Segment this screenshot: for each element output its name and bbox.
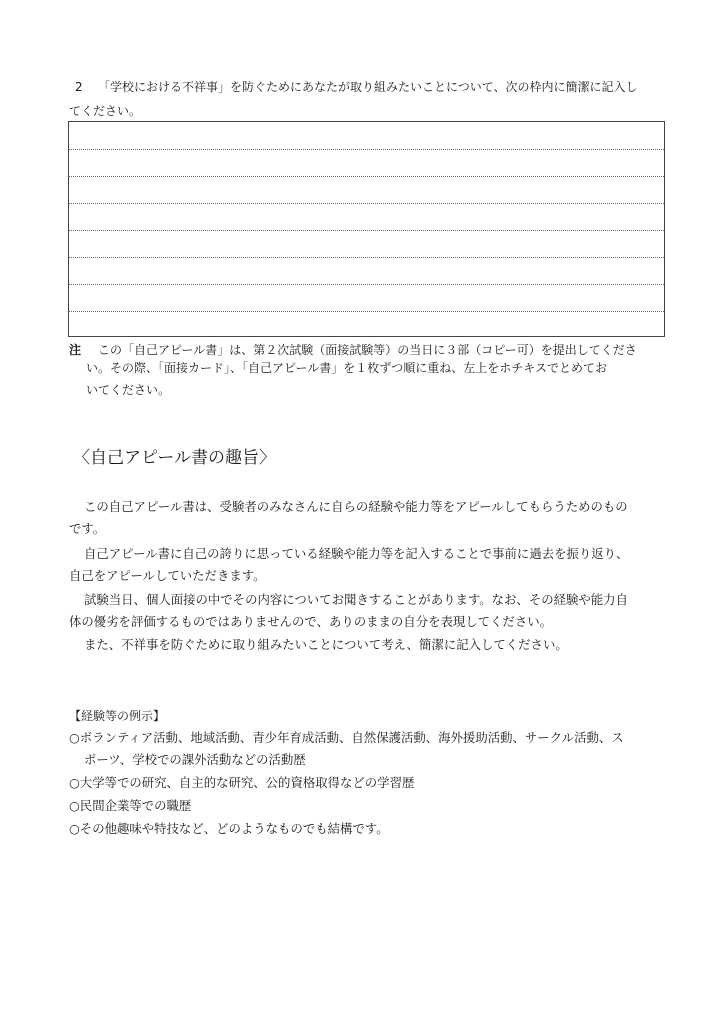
ruled-line [69, 257, 664, 258]
question-text-line1: 「学校における不祥事」を防ぐためにあなたが取り組みたいことについて、次の枠内に簡潔に記入し [98, 80, 638, 94]
ruled-line [69, 284, 664, 285]
ruled-line [69, 203, 664, 204]
note-line2: い。その際、「面接カード」、「自己アピール書」を１枚ずつ順に重ね、左上をホチキスでとめてお [86, 361, 608, 375]
paragraph-line: です。 [69, 521, 106, 536]
note-mark: 注 [69, 343, 82, 357]
ruled-line [69, 311, 664, 312]
ruled-line [69, 149, 664, 150]
list-item: ○民間企業等での職歴 [69, 798, 192, 813]
note-line1: この「自己アピール書」は、第２次試験（面接試験等）の当日に３部（コピー可）を提出してくださ [98, 343, 637, 357]
list-item: ○その他趣味や特技など、どのようなものでも結構です。 [69, 821, 389, 836]
note-line3: いてください。 [86, 383, 171, 397]
question-number: 2 [75, 80, 83, 94]
paragraph-line: 自己をアピールしていただきます。 [69, 568, 266, 583]
paragraph-line: 自己アピール書に自己の誇りに思っている経験や能力等を記入することで事前に過去を振り返り、 [84, 546, 629, 561]
paragraph-line: この自己アピール書は、受験者のみなさんに自らの経験や能力等をアピールしてもらうためのもの [84, 499, 628, 514]
list-item: ポーツ、学校での課外活動などの活動歴 [84, 752, 306, 767]
list-item: ○大学等での研究、自主的な研究、公的資格取得などの学習歴 [69, 775, 415, 790]
paragraph-line: 試験当日、個人面接の中でその内容についてお聞きすることがあります。なお、その経験や能力自 [84, 592, 628, 607]
paragraph-line: また、不祥事を防ぐために取り組みたいことについて考え、簡潔に記入してください。 [84, 637, 568, 652]
paragraph-line: 体の優劣を評価するものではありませんので、ありのままの自分を表現してください。 [69, 614, 552, 629]
examples-heading: 【経験等の例示】 [69, 709, 166, 723]
section-title: 〈自己アピール書の趣旨〉 [73, 448, 276, 468]
ruled-line [69, 230, 664, 231]
list-item: ○ボランティア活動、地域活動、青少年育成活動、自然保護活動、海外援助活動、サークル活動、ス [69, 730, 624, 745]
answer-box[interactable] [68, 121, 665, 337]
question-text-line2: てください。 [69, 104, 142, 118]
ruled-line [69, 176, 664, 177]
